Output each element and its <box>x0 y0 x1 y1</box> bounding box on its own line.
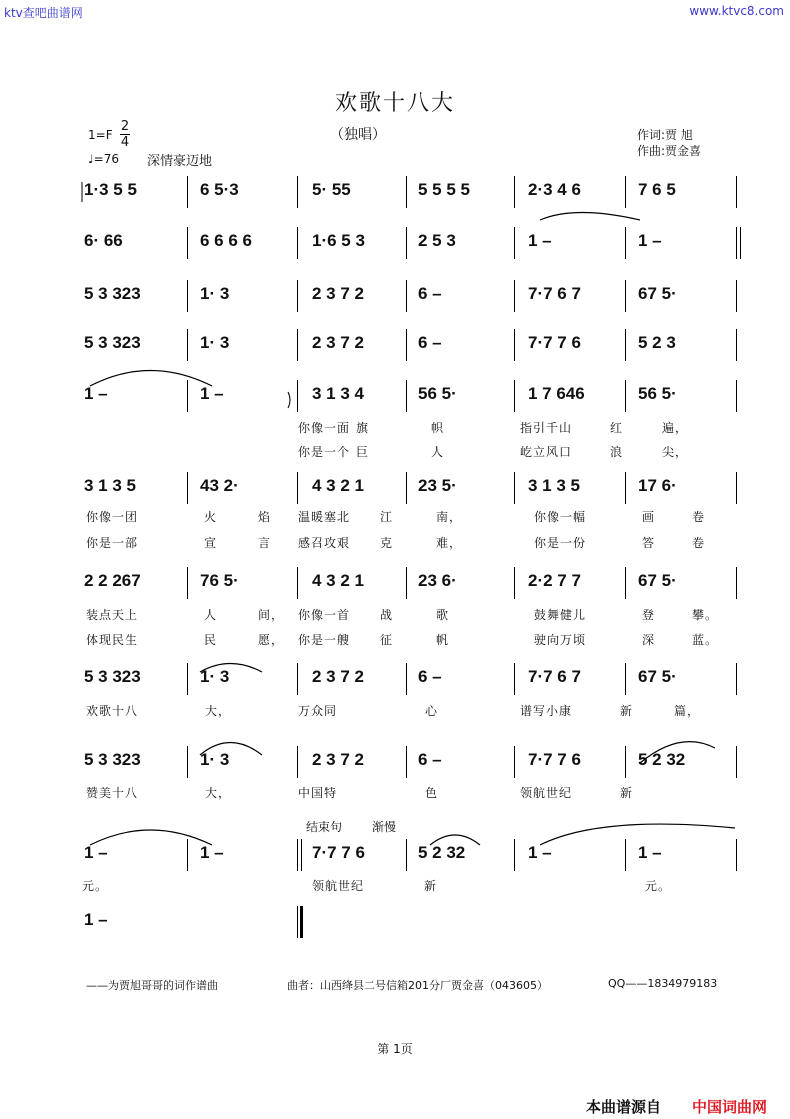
measure-notes: 2 3 7 2 <box>312 333 364 352</box>
lyric-text: 温暖塞北 <box>298 510 351 524</box>
lyric-text: 感召攻艰 <box>298 536 351 550</box>
lyric-text: 巨 <box>356 445 370 459</box>
lyric-text: 红 <box>610 421 624 435</box>
lyric-text: 色 <box>425 786 439 800</box>
measure-notes: 1 – <box>638 231 662 250</box>
source-prefix: 本曲谱源自 <box>586 1098 662 1116</box>
footer-composer: 曲者：山西绛县二号信箱201分厂贾金喜（043605） <box>287 979 548 992</box>
measure-notes: 67 5· <box>638 667 677 686</box>
lyric-text: 鼓舞健儿 <box>534 608 587 622</box>
watermark-right: www.ktvc8.com <box>689 4 784 18</box>
lyric-text: 你像一首 <box>298 608 351 622</box>
ending-mark: 结束句 <box>306 820 343 834</box>
lyric-text: 焰 <box>258 510 272 524</box>
lyric-text: 画 <box>642 510 656 524</box>
lyric-text: 你是一艘 <box>298 633 351 647</box>
lyric-text: 新 <box>620 786 634 800</box>
measure-notes: 7 6 5 <box>638 180 676 199</box>
measure-notes: 43 2· <box>200 476 239 495</box>
time-bottom: 4 <box>120 135 130 150</box>
measure-notes: 1 – <box>528 231 552 250</box>
measure-notes: 1 – <box>84 384 108 403</box>
lyric-text: 元。 <box>645 879 672 893</box>
lyric-text: 你像一面 <box>298 421 351 435</box>
lyric-text: 言 <box>258 536 272 550</box>
lyric-text: 欢歌十八 <box>86 704 139 718</box>
lyric-text: 难， <box>436 536 463 550</box>
source-site-link[interactable]: 中国词曲网 <box>692 1098 768 1116</box>
measure-notes: 6· 66 <box>84 231 123 250</box>
measure-notes: 3 1 3 5 <box>528 476 580 495</box>
measure-notes: 7·7 6 7 <box>528 284 581 303</box>
measure-notes: 4 3 2 1 <box>312 476 364 495</box>
tempo-value: =76 <box>93 152 119 166</box>
measure-notes: 1· 3 <box>200 750 230 769</box>
lyric-text: 遍， <box>662 421 689 435</box>
lyric-text: 尖， <box>662 445 689 459</box>
measure-notes: 3 1 3 4 <box>312 384 364 403</box>
measure-notes: 2 3 7 2 <box>312 667 364 686</box>
song-title: 欢歌十八大 <box>334 91 455 116</box>
measure-notes: 5 3 323 <box>84 333 141 352</box>
measure-notes: 2·2 7 7 <box>528 571 581 590</box>
measure-notes: 7·7 7 6 <box>528 333 581 352</box>
measure-notes: 23 5· <box>418 476 457 495</box>
lyric-text: 攀。 <box>692 608 719 622</box>
lyric-text: 浪 <box>610 445 624 459</box>
measure-notes: 1 – <box>528 843 552 862</box>
lyric-text: 歌 <box>436 608 450 622</box>
measure-notes: 1·6 5 3 <box>312 231 365 250</box>
measure-notes: 1 – <box>200 843 224 862</box>
lyric-text: 谱写小康 <box>520 704 573 718</box>
measure-notes: 6 – <box>418 333 442 352</box>
expression-mark: 深情豪迈地 <box>147 154 213 169</box>
measure-notes: 2 5 3 <box>418 231 456 250</box>
page-number: 第 1页 <box>377 1042 413 1056</box>
lyric-text: 间， <box>258 608 285 622</box>
lyric-text: 愿， <box>258 633 285 647</box>
measure-notes: 67 5· <box>638 571 677 590</box>
measure-notes: 1· 3 <box>200 333 230 352</box>
measure-notes: 5 2 32 <box>638 750 686 769</box>
lyric-text: 赞美十八 <box>86 786 139 800</box>
lyric-text: 你是一部 <box>86 536 139 550</box>
measure-notes: 7·7 7 6 <box>528 750 581 769</box>
lyric-text: 万众同 <box>298 704 338 718</box>
lyric-text: 指引千山 <box>520 421 573 435</box>
measure-notes: 5 2 3 <box>638 333 676 352</box>
time-top: 2 <box>120 119 130 134</box>
lyric-text: 征 <box>380 633 394 647</box>
lyric-text: 宣 <box>204 536 218 550</box>
lyric-text: 屹立风口 <box>520 445 573 459</box>
measure-notes: 7·7 7 6 <box>312 843 365 862</box>
lyric-text: 南， <box>436 510 463 524</box>
lyric-text: 蓝。 <box>692 633 719 647</box>
measure-notes: 6 5·3 <box>200 180 239 199</box>
lyric-text: 中国特 <box>298 786 338 800</box>
lyric-text: 战 <box>380 608 394 622</box>
lyric-text: 装点天上 <box>86 608 139 622</box>
lyric-text: 领航世纪 <box>520 786 573 800</box>
ritardando-mark: 渐慢 <box>372 820 397 834</box>
measure-notes: 5 5 5 5 <box>418 180 470 199</box>
lyric-text: 卷 <box>692 536 706 550</box>
lyric-text: 驶向万顷 <box>534 633 587 647</box>
lyric-text: 大， <box>205 704 232 718</box>
lyric-text: 新 <box>620 704 634 718</box>
measure-notes: 76 5· <box>200 571 239 590</box>
lyric-text: 你像一团 <box>86 510 139 524</box>
lyric-text: 克 <box>380 536 394 550</box>
composer-credit: 作曲:贾金喜 <box>637 144 702 158</box>
lyric-text: 你像一幅 <box>534 510 587 524</box>
lyric-text: 帜 <box>431 421 445 435</box>
quarter-note-icon: ♩ <box>88 152 94 166</box>
measure-notes: 1· 3 <box>200 284 230 303</box>
measure-notes: 67 5· <box>638 284 677 303</box>
footer-dedication: ——为贾旭哥哥的词作谱曲 <box>86 979 218 992</box>
lyric-text: 领航世纪 <box>312 879 365 893</box>
measure-notes: 3 1 3 5 <box>84 476 136 495</box>
lyric-text: 火 <box>204 510 218 524</box>
measure-notes: 2 3 7 2 <box>312 750 364 769</box>
lyric-text: 登 <box>642 608 656 622</box>
measure-notes: 1 7 646 <box>528 384 585 403</box>
lyric-text: 人 <box>431 445 445 459</box>
measure-notes: 4 3 2 1 <box>312 571 364 590</box>
lyric-text: 新 <box>424 879 438 893</box>
measure-notes: 5 2 32 <box>418 843 466 862</box>
lyric-text: 卷 <box>692 510 706 524</box>
measure-notes: 56 5· <box>418 384 457 403</box>
measure-notes: 6 6 6 6 <box>200 231 252 250</box>
measure-notes: 56 5· <box>638 384 677 403</box>
measure-notes: 23 6· <box>418 571 457 590</box>
lyric-text: 你是一个 <box>298 445 351 459</box>
measure-notes: 1 – <box>84 843 108 862</box>
measure-notes: 1·3 5 5 <box>84 180 137 199</box>
lyric-text: 江 <box>380 510 394 524</box>
measure-notes: 5 3 323 <box>84 750 141 769</box>
lyric-text: 元。 <box>82 879 109 893</box>
measure-notes: 5 3 323 <box>84 284 141 303</box>
measure-notes: 1 – <box>84 910 108 929</box>
measure-notes: 5· 55 <box>312 180 351 199</box>
lyricist: 作词:贾 旭 <box>637 128 693 142</box>
measure-notes: 1 – <box>638 843 662 862</box>
lyric-text: 心 <box>425 704 439 718</box>
lyric-text: 民 <box>204 633 218 647</box>
lyric-text: 旗 <box>356 421 370 435</box>
measure-notes: 2·3 4 6 <box>528 180 581 199</box>
lyric-text: 大， <box>205 786 232 800</box>
measure-notes: 2 3 7 2 <box>312 284 364 303</box>
measure-notes: 7·7 6 7 <box>528 667 581 686</box>
footer-qq: QQ——1834979183 <box>608 977 718 990</box>
key-signature: 1=F <box>88 128 113 142</box>
measure-notes: 1 – <box>200 384 224 403</box>
measure-notes: 5 3 323 <box>84 667 141 686</box>
lyric-text: 答 <box>642 536 656 550</box>
watermark-left: ktv查吧曲谱网 <box>4 6 83 20</box>
measure-notes: 6 – <box>418 750 442 769</box>
measure-notes: 2 2 267 <box>84 571 141 590</box>
lyric-text: 帆 <box>436 633 450 647</box>
measure-notes: 6 – <box>418 284 442 303</box>
lyric-text: 深 <box>642 633 656 647</box>
lyric-text: 篇， <box>674 704 701 718</box>
measure-notes: 1· 3 <box>200 667 230 686</box>
lyric-text: 体现民生 <box>86 633 139 647</box>
lyric-text: 你是一份 <box>534 536 587 550</box>
measure-notes: 6 – <box>418 667 442 686</box>
measure-notes: 17 6· <box>638 476 677 495</box>
lyric-text: 人 <box>204 608 218 622</box>
song-subtitle: （独唱） <box>330 127 386 143</box>
